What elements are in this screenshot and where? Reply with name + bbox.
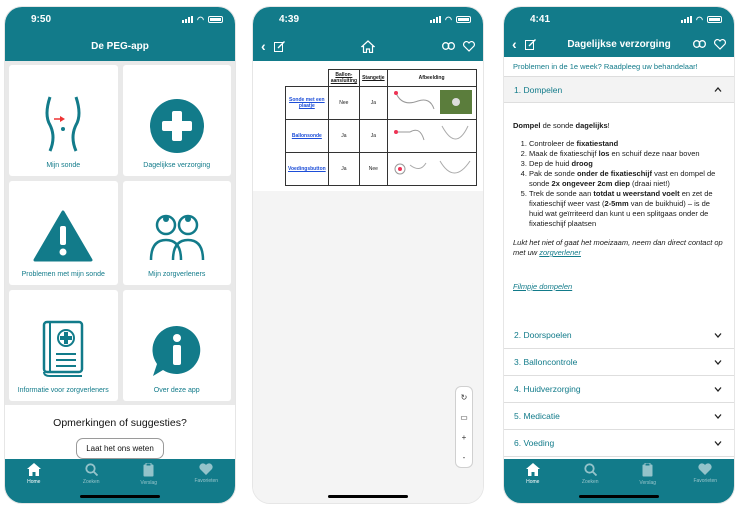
sonde-comparison-table [285,69,477,186]
sonde-photo [390,89,474,115]
heart-icon [199,463,213,475]
tile-label: Mijn zorgverleners [148,271,206,279]
table-cell: Nee [360,153,388,186]
step-item: 3. Dep de huid droog [529,159,724,169]
medical-book-icon [40,320,86,378]
status-bar [253,7,483,31]
accordion-medicatie[interactable] [504,403,734,430]
chevron-down-icon [714,387,722,392]
document-canvas [253,61,483,503]
home-icon [27,463,41,476]
tile-label: Dagelijkse verzorging [143,161,211,169]
intro-bold: dagelijks [575,121,608,130]
tab-label: Zoeken [581,479,599,485]
accordion-doorspoelen[interactable] [504,322,734,349]
section-label: 4. Huidverzorging [514,384,581,394]
table-row [286,153,477,186]
battery-icon [456,16,471,23]
sonde-photo-cell [387,120,476,153]
status-icons [430,15,471,24]
tab-label: Home [27,479,41,485]
menu-grid [5,61,235,405]
section-label: 5. Medicatie [514,411,560,421]
tile-label: Informatie voor zorgverleners [17,387,109,394]
table-row [286,120,477,153]
torso-sonde-icon [38,95,88,153]
accordion-huidverzorging[interactable] [504,376,734,403]
tab-label: Home [526,479,540,485]
heart-icon [698,463,712,475]
tab-label: Verslag [639,480,657,486]
tile-problemen[interactable] [9,181,118,286]
doctors-icon [146,210,208,262]
care-screen-phone [503,6,735,504]
film-link[interactable]: Filmpje dompelen [513,282,573,291]
tab-label: Verslag [140,480,158,486]
contact-note: Lukt het niet of gaat het moeizaam, neem dan direct contact op met uw zorgverlener [513,238,723,257]
zorgverlener-link[interactable]: zorgverlener [539,248,581,257]
zoom-in-button[interactable]: + [461,432,467,442]
home-icon [526,463,540,476]
wifi-icon: ◠ [696,14,703,24]
tile-zorgverleners[interactable] [123,181,232,286]
page-title: Dagelijkse verzorging [567,38,671,50]
sonde-photo-cell [387,87,476,120]
row-header-link[interactable]: Ballonsonde [286,120,329,153]
link-icon[interactable] [442,42,455,50]
tab-favorieten[interactable] [682,463,728,484]
signal-icon [182,16,193,23]
home-indicator [328,495,408,498]
table-cell: Ja [328,120,359,153]
clipboard-icon [143,463,154,477]
table-cell: Ja [328,153,359,186]
wifi-icon: ◠ [445,14,452,24]
chevron-down-icon [714,333,722,338]
section-label: 1. Dompelen [514,84,563,95]
tab-zoeken[interactable] [68,463,114,485]
status-bar [504,7,734,31]
section-label: 3. Balloncontrole [514,357,578,367]
table-header: Afbeelding [387,70,476,87]
dompelen-content [504,103,734,322]
battery-icon [208,16,223,23]
edit-icon[interactable] [274,41,285,52]
accordion-voeding[interactable] [504,430,734,457]
tile-informatie[interactable] [9,290,118,401]
row-header-link[interactable]: Voedingsbutton [286,153,329,186]
chevron-down-icon [714,441,722,446]
section-label: 2. Doorspoelen [514,330,572,340]
tile-label: Over deze app [153,387,200,394]
signal-icon [681,16,692,23]
battery-icon [707,16,722,23]
app-header [5,31,235,61]
tab-label: Favorieten [194,478,219,484]
document-screen-phone [252,6,484,504]
section-label: 6. Voeding [514,438,555,448]
sonde-photo [390,122,474,148]
home-indicator [80,495,160,498]
tab-home[interactable] [510,463,556,485]
tab-verslag[interactable] [625,463,671,486]
table-cell: Nee [328,87,359,120]
clipboard-icon [642,463,653,477]
home-indicator [579,495,659,498]
zoom-controls [455,386,473,468]
rotate-button[interactable]: ↻ [460,392,468,402]
tab-label: Favorieten [693,478,718,484]
intro-text-part: ! [607,121,610,130]
status-bar [5,7,235,31]
document-page [253,61,483,191]
tile-dagelijkse-verzorging[interactable] [123,65,232,176]
warning-icon [33,210,93,262]
search-icon [584,463,597,476]
intro-text [513,121,724,131]
intro-bold: Dompel [513,121,541,130]
edit-icon[interactable] [525,39,536,50]
sonde-photo-cell [387,153,476,186]
table-header: Ballon-aansluiting [328,70,359,87]
tab-verslag[interactable] [126,463,172,486]
tab-home[interactable] [11,463,57,485]
chevron-down-icon [714,360,722,365]
status-time: 4:41 [530,13,551,25]
tile-label: Problemen met mijn sonde [21,271,105,279]
nav-bar [253,31,483,61]
table-corner [286,70,329,87]
tile-mijn-sonde[interactable] [9,65,118,176]
chevron-down-icon [714,414,722,419]
table-cell: Ja [360,120,388,153]
home-screen-phone [4,6,236,504]
steps-list [513,139,724,229]
table-cell: Ja [360,87,388,120]
accordion-ballooncontrole[interactable] [504,349,734,376]
chevron-up-icon [714,87,722,92]
sonde-photo [390,155,474,181]
warning-banner[interactable]: Problemen in de 1e week? Raadpleeg uw behandelaar! [504,57,734,77]
status-icons [681,15,722,24]
heart-icon[interactable] [463,41,475,52]
step-item: 2. Maak de fixatieschijf los en schuif deze naar boven [529,149,724,159]
back-icon[interactable]: ‹ [512,36,517,52]
app-title: De PEG-app [91,40,149,52]
status-time: 9:50 [31,13,52,25]
row-header-link[interactable]: Sonde met een plaatje [286,87,329,120]
zoom-out-button[interactable]: - [462,452,466,462]
status-icons [182,15,223,24]
home-icon[interactable] [361,40,375,53]
tile-label: Mijn sonde [46,161,81,169]
back-icon[interactable]: ‹ [261,38,266,54]
tile-over-app[interactable] [123,290,232,401]
tab-zoeken[interactable] [567,463,613,485]
table-row [286,87,477,120]
step-item: 5. Trek de sonde aan totdat u weerstand voelt en zet de fixatieschijf weer vast (2-5mm van de buikhuid) – is de huid wat geïrriteerd dan kunt u een splitgaas onder de fixatieschijf plaatsen [529,189,724,229]
accordion-dompelen[interactable] [504,77,734,103]
intro-text-part: de sonde [540,121,576,130]
signal-icon [430,16,441,23]
link-icon[interactable] [693,40,706,48]
wifi-icon: ◠ [197,14,204,24]
search-icon [85,463,98,476]
tab-favorieten[interactable] [183,463,229,484]
accordion-list [504,322,734,457]
medical-cross-icon [150,99,204,153]
fit-page-button[interactable]: ▭ [460,412,468,422]
step-item: 1. Controleer de fixatiestand [529,139,724,149]
nav-bar [504,31,734,57]
table-header: Stangetje [360,70,388,87]
suggestion-title: Opmerkingen of suggesties? [53,417,187,429]
info-bubble-icon [151,324,203,378]
step-item: 4. Pak de sonde onder de fixatieschijf vast en dompel de sonde 2x ongeveer 2cm diep (draai niet!) [529,169,724,189]
feedback-button[interactable]: Laat het ons weten [76,438,164,459]
heart-icon[interactable] [714,39,726,50]
tab-label: Zoeken [82,479,100,485]
status-time: 4:39 [279,13,300,25]
